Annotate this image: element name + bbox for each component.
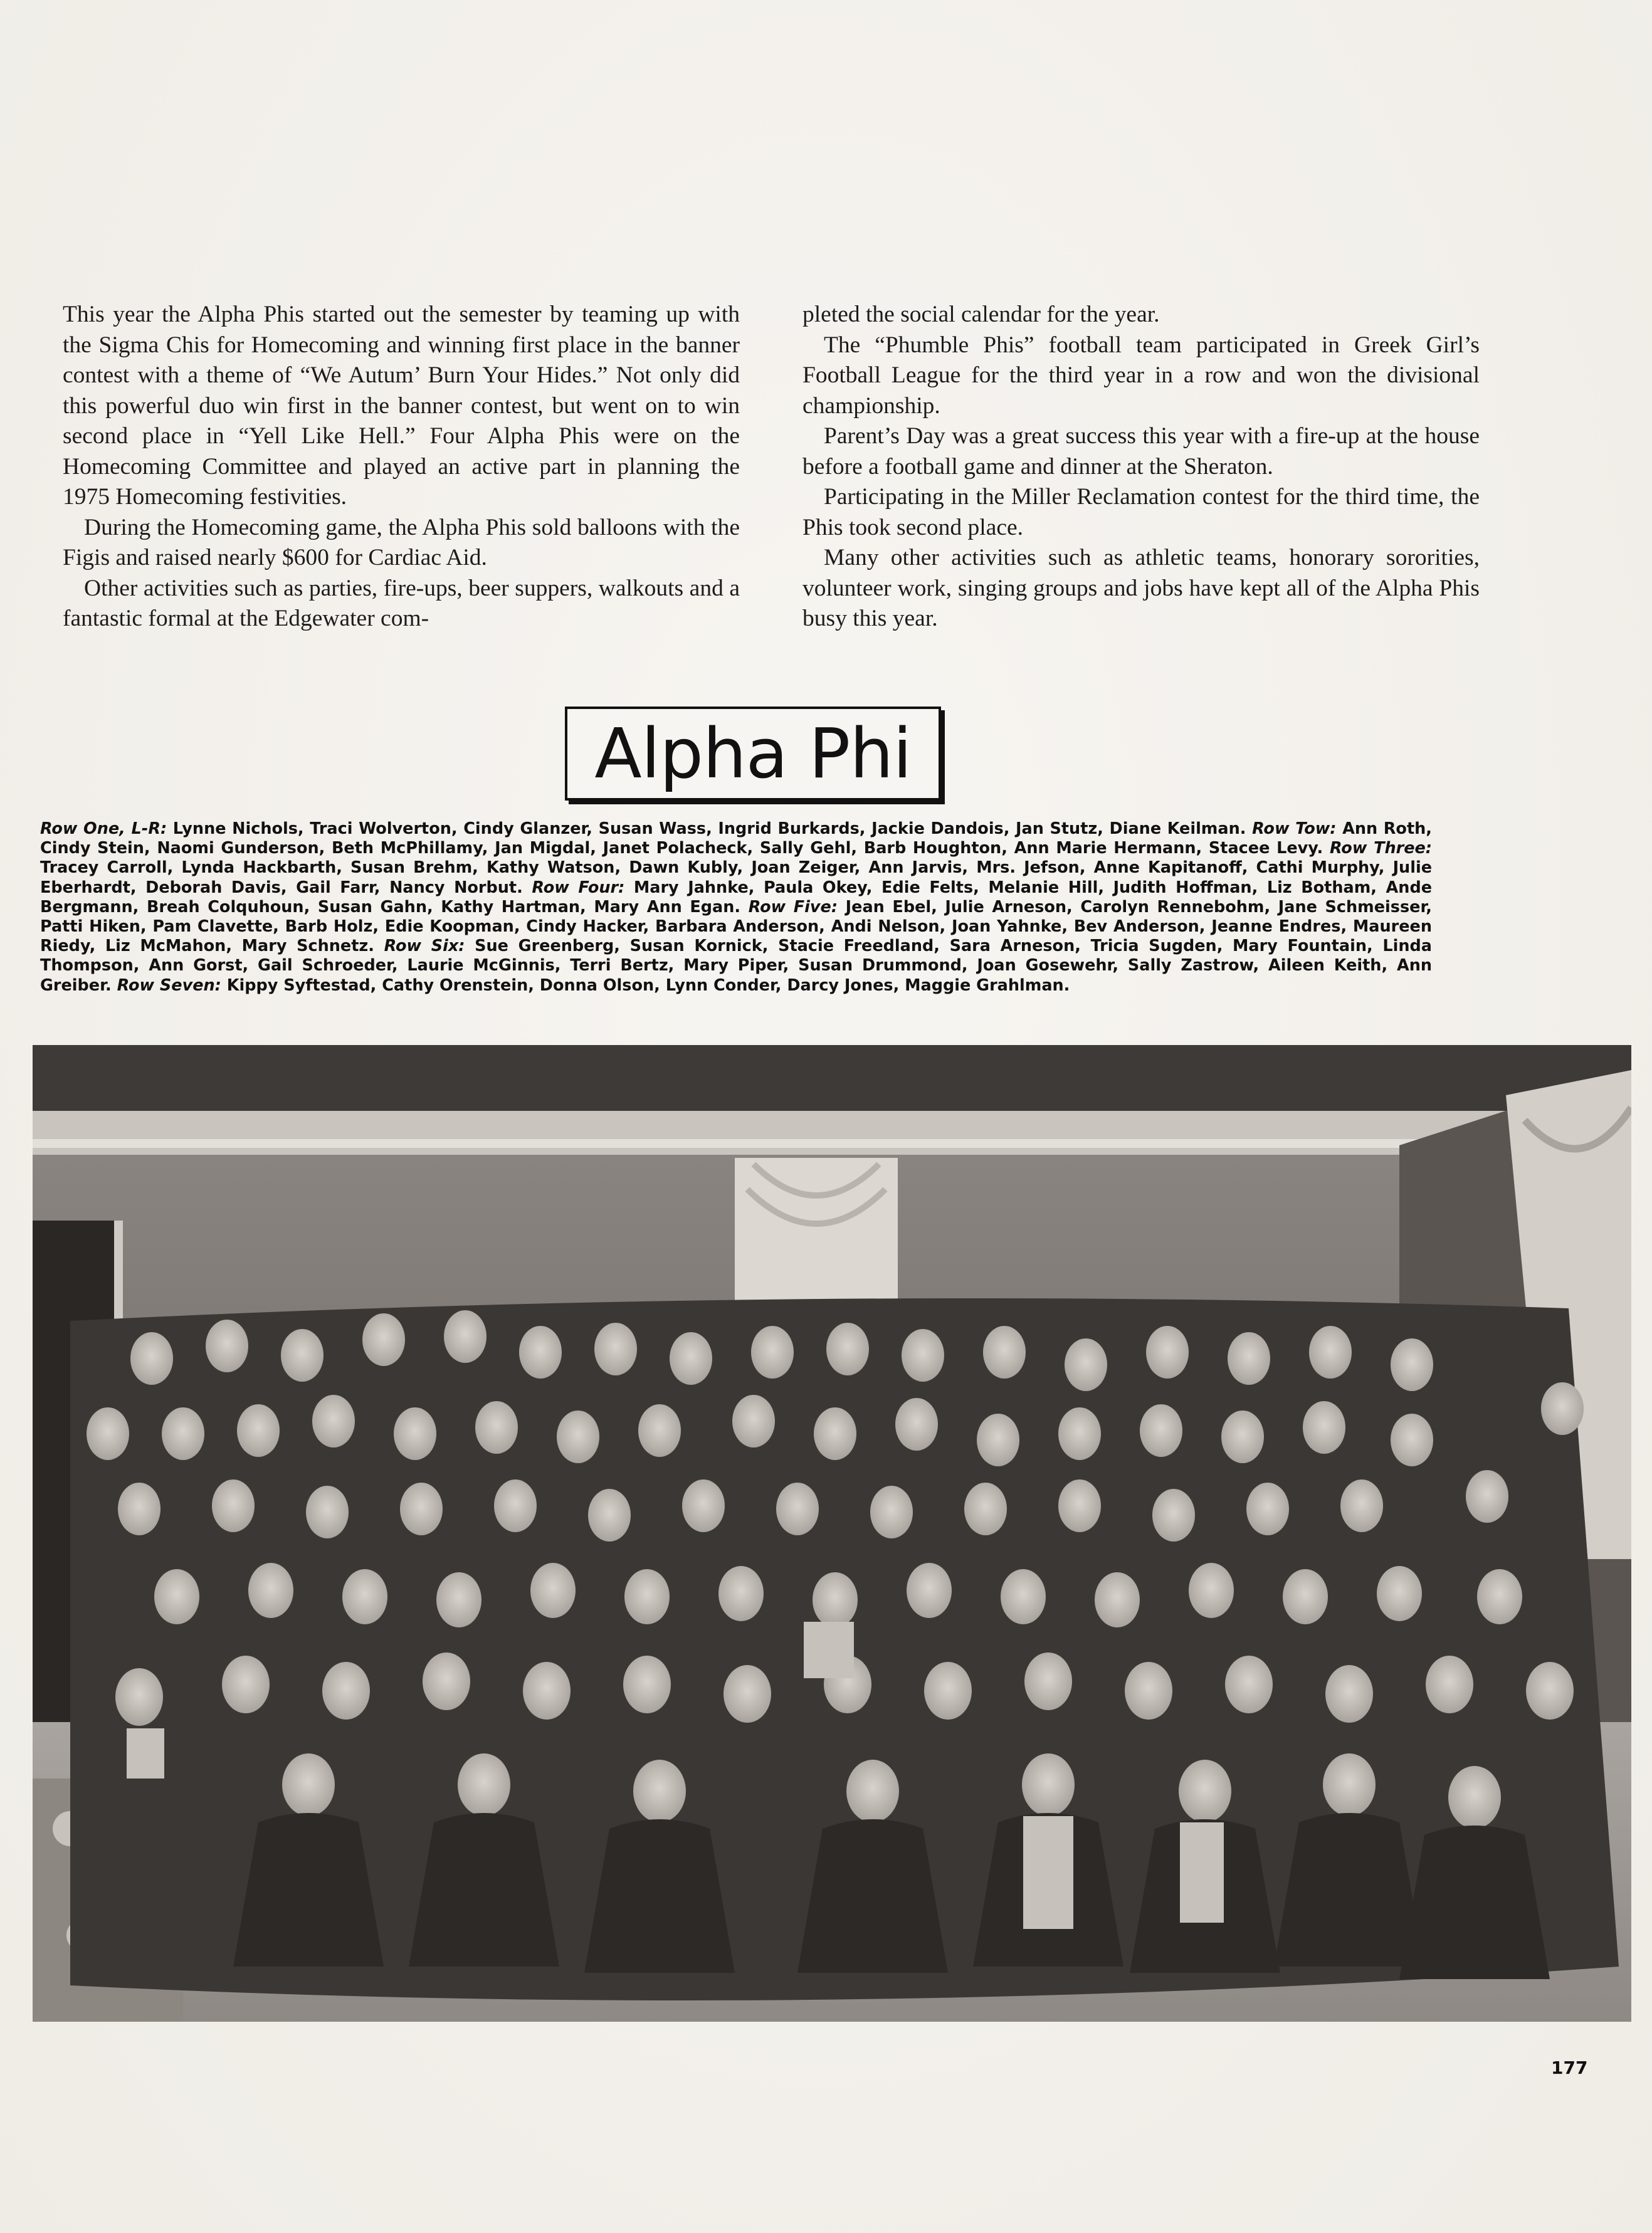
caption-row-names: Jean Ebel, Julie Arneson, Carolyn Rennebohm, Jane Schmeisser, Patti Hiken, Pam Clavette, Barb Holz, Edie Koopman, Cindy Hacker, Barbara Anderson, Andi Nelson, Joan Yahnke, Bev Anderson, Jeanne Endres, Maureen Riedy, Liz McMahon, Mary Schnetz.	[40, 897, 1432, 956]
paragraph: Participating in the Miller Reclamation contest for the third time, the Phis took second place.	[802, 484, 1480, 540]
group-photo	[33, 1045, 1631, 2022]
paragraph: During the Homecoming game, the Alpha Phis sold balloons with the Figis and raised nearly $600 for Cardiac Aid.	[63, 514, 740, 570]
caption-row-label: Row Three:	[1329, 839, 1432, 858]
paragraph: This year the Alpha Phis started out the semester by teaming up with the Sigma Chis for Homecoming and winning first place in the banner contest with a theme of “We Autum’ Burn Your Hides.” Not only did this powerful duo win first in the banner contest, but went on to win second place in “Yell Like Hell.” Four Alpha Phis were on the Homecoming Committee and played an active part in planning the 1975 Homecoming festivities.	[63, 302, 740, 510]
photo-caption	[40, 819, 1432, 996]
caption-row-names: Lynne Nichols, Traci Wolverton, Cindy Glanzer, Susan Wass, Ingrid Burkards, Jackie Dandois, Jan Stutz, Diane Keilman.	[172, 819, 1246, 838]
caption-row-names: Sue Greenberg, Susan Kornick, Stacie Freedland, Sara Arneson, Tricia Sugden, Mary Fountain, Linda Thompson, Ann Gorst, Gail Schroeder, Laurie McGinnis, Terri Bertz, Mary Piper, Susan Drummond, Joan Gosewehr, Sally Zastrow, Aileen Keith, Ann Greiber.	[40, 937, 1432, 995]
paragraph: Parent’s Day was a great success this year with a fire-up at the house before a football game and dinner at the Sheraton.	[802, 423, 1480, 480]
caption-row-label: Row Seven:	[117, 975, 221, 995]
page-title: Alpha Phi	[594, 713, 912, 794]
caption-row-label: Row Four:	[532, 878, 625, 897]
paragraph: Other activities such as parties, fire-ups, beer suppers, walkouts and a fantastic formal at the Edgewater com-	[63, 575, 740, 631]
caption-row-names: Tracey Carroll, Lynda Hackbarth, Susan Brehm, Kathy Watson, Dawn Kubly, Joan Zeiger, Ann Jarvis, Mrs. Jefson, Anne Kapitanoff, Cathi Murphy, Julie Eberhardt, Deborah Davis, Gail Farr, Nancy Norbut.	[40, 858, 1432, 897]
caption-row-names: Ann Roth, Cindy Stein, Naomi Gunderson, Beth McPhillamy, Jan Migdal, Janet Polacheck, Sally Gehl, Barb Houghton, Ann Marie Hermann, Stacee Levy.	[40, 819, 1432, 858]
caption-row-label: Row Six:	[384, 937, 465, 956]
page-title-box	[565, 707, 941, 801]
article-body	[63, 300, 1480, 688]
paragraph: The “Phumble Phis” football team participated in Greek Girl’s Football League for the third year in a row and won the divisional championship.	[802, 332, 1480, 419]
caption-row-names: Mary Jahnke, Paula Okey, Edie Felts, Melanie Hill, Judith Hoffman, Liz Botham, Ande Bergmann, Breah Colquhoun, Susan Gahn, Kathy Hartman, Mary Ann Egan.	[40, 878, 1432, 917]
caption-row-label: Row Tow:	[1252, 819, 1337, 838]
article-left-column	[63, 300, 740, 688]
caption-row-names: Kippy Syftestad, Cathy Orenstein, Donna Olson, Lynn Conder, Darcy Jones, Maggie Grahlman.	[226, 975, 1070, 995]
page-number: 177	[1551, 2057, 1588, 2078]
caption-row-label: Row One, L-R:	[40, 819, 167, 838]
paragraph: Many other activities such as athletic teams, honorary sororities, volunteer work, singing groups and jobs have kept all of the Alpha Phis busy this year.	[802, 545, 1480, 631]
paragraph: pleted the social calendar for the year.	[802, 302, 1160, 327]
article-right-column	[802, 300, 1480, 688]
caption-row-label: Row Five:	[748, 897, 838, 917]
